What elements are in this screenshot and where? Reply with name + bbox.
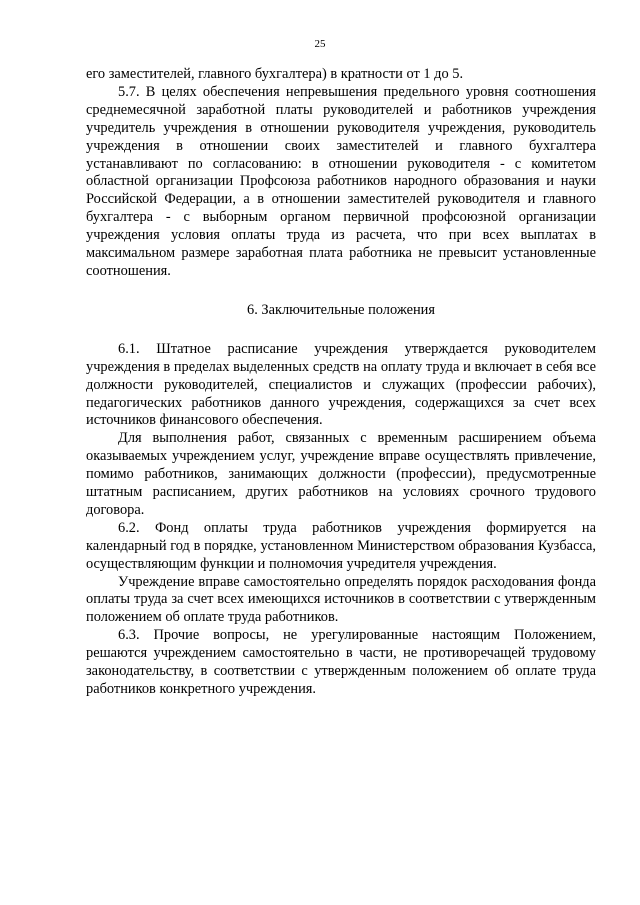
paragraph-6-1: 6.1. Штатное расписание учреждения утверждается руководителем учреждения в пределах выделенных средств на оплату труда и включает в себя все должности руководителей, специалистов и служащих (профессии рабочих), педагогических работников данного учреждения, содержащихся за счет всех источников финансового обеспечения. <box>86 340 596 429</box>
paragraph-continuation: его заместителей, главного бухгалтера) в кратности от 1 до 5. <box>86 66 464 82</box>
paragraph-fund-spending: Учреждение вправе самостоятельно определять порядок расходования фонда оплаты труда за счет всех имеющихся источников в соответствии с утвержденным положением об оплате труда работников. <box>86 573 596 626</box>
page-number: 25 <box>314 38 326 50</box>
section-heading: 6. Заключительные положения <box>247 301 435 318</box>
paragraph-temporary-work: Для выполнения работ, связанных с временным расширением объема оказываемых учреждением услуг, учреждение вправе осуществлять привлечение, помимо работников, занимающих должности (профессии), предусмотренные штатным расписанием, других работников на условиях срочного трудового договора. <box>86 430 596 518</box>
paragraph-6-2: 6.2. Фонд оплаты труда работников учреждения формируется на календарный год в порядке, установленном Министерством образования Кузбасса, осуществляющим функции и полномочия учредителя учреждения. <box>86 519 596 572</box>
paragraph-6-3: 6.3. Прочие вопросы, не урегулированные настоящим Положением, решаются учреждением самостоятельно в части, не противоречащей трудовому законодательству, в соответствии с утвержденным положением об оплате труда работников конкретного учреждения. <box>86 627 596 697</box>
document-body <box>86 66 596 699</box>
paragraph-5-7: 5.7. В целях обеспечения непревышения предельного уровня соотношения среднемесячной заработной платы руководителей и работников учреждения учредитель учреждения в отношении руководителя учреждения, руководитель учреждения в отношении своих заместителей и главного бухгалтера устанавливают по согласованию: в отношении руководителя - с комитетом областной организации Профсоюза работников народного образования и науки Российской Федерации, а в отношении заместителей руководителя и главного бухгалтера - с выборным органом первичной профсоюзной организации учреждения условия оплаты труда из расчета, что при всех выплатах в максимальном размере заработная плата работника не превысит установленные соотношения. <box>86 83 596 279</box>
